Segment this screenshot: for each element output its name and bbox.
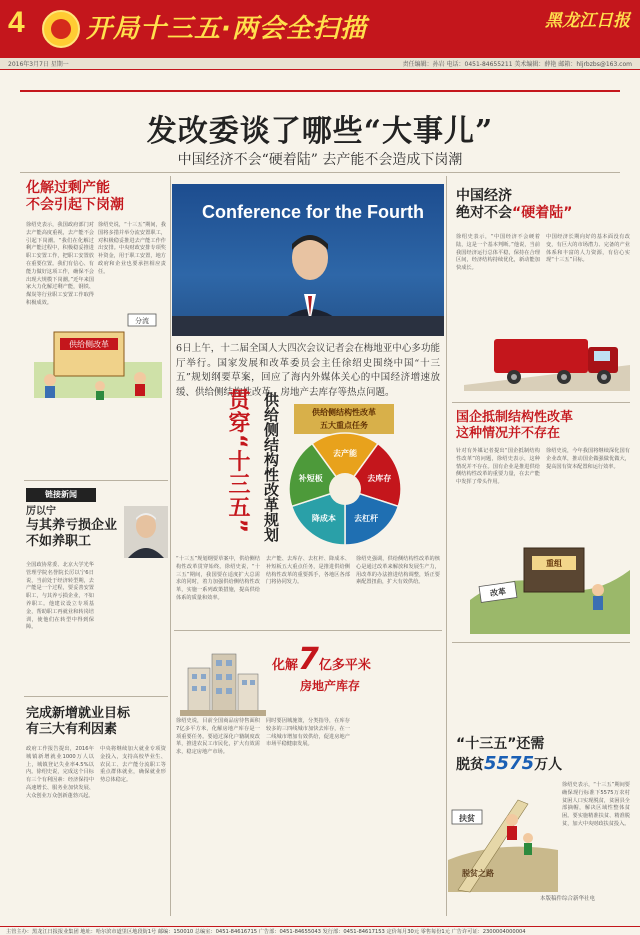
hard-landing-title: 中国经济 绝对不会“硬着陆”	[456, 188, 573, 222]
wheel-task-label: 去产能	[333, 449, 357, 458]
rule-enterprises	[452, 402, 630, 403]
poverty-body: 徐绍史表示，“十三五”期间要确保现行标准下5575万农村贫困人口实现脱贫，贫困县全部摘帽，解决区域性整体贫困。要实施精准扶贫、精准脱贫，加大中央财政扶贫投入。	[562, 782, 630, 827]
reform-illustration-label: 供给侧改革	[69, 340, 109, 349]
rule-link	[24, 480, 168, 481]
enterprises-body-a: 针对有外媒记者提出“国企抵制结构性改革”的问题，徐绍史表示，这种情况并不存在。国有企业是推进供给侧结构性改革的重要力量，在去产能中发挥了带头作用。	[456, 448, 540, 486]
jobs-title: 完成新增就业目标 有三大有利因素	[26, 706, 131, 737]
truck-illustration	[464, 325, 630, 391]
link-news-badge: 链接新闻	[26, 488, 96, 502]
housing-body-c	[356, 718, 440, 894]
top-rule	[20, 90, 620, 92]
wheel-task-label: 去库存	[367, 473, 392, 483]
housing-body-b: 同时要因城施策，分类指导，在库存较多的三四线城市加快去库存，在一二线城市增加有效供给，促进房地产市场平稳健康发展。	[266, 718, 350, 748]
reform-hill-illustration	[470, 530, 630, 634]
emblem-icon	[42, 10, 80, 48]
hill-label-restructure: 重组	[546, 559, 562, 568]
rule-housing	[174, 630, 442, 631]
housing-illustration	[180, 640, 266, 716]
column-divider-left	[170, 176, 171, 916]
jobs-body-b: 中央将继续加大就业专项资金投入，支持高校毕业生、农民工、去产能分流职工等重点群体就业，确保就业形势总体稳定。	[100, 746, 166, 784]
lede-paragraph: 6日上午，十二届全国人大四次会议记者会在梅地亚中心多功能厅举行。国家发展和改革委员会主任徐绍史围绕中国“十三五”规划纲要草案，回应了海内外媒体关心的中国经济增速放缓、供给侧结构性改革、房地产去库存等热点问题。	[176, 343, 440, 398]
housing-body-a: 徐绍史说，目前全国商品房待售面积7亿多平方米，化解房地产库存是一项重要任务。要通过深化户籍制度改革，推进农民工市民化，扩大有效需求，稳定房地产市场。	[176, 718, 260, 756]
link-body-cont	[98, 562, 166, 674]
wheel-task-label: 降成本	[311, 514, 336, 524]
five-tasks-wheel	[286, 430, 404, 548]
press-conference-photo	[172, 184, 444, 336]
housing-title: 化解7亿多平米 房地产库存	[272, 642, 371, 693]
rule-jobs	[24, 696, 168, 697]
main-subheadline: 中国经济不会“硬着陆” 去产能不会造成下岗潮	[177, 152, 463, 168]
jobs-body-a: 政府工作报告提出，2016年城镇新增就业1000万人以上，城镇登记失业率4.5%以内。徐绍史说，完成这个目标有三个有利因素：经济保持中高速增长、服务业加快发展、大众创业万众创新蓬勃兴起。	[26, 746, 94, 799]
wheel-task-label: 去杠杆	[354, 514, 379, 524]
hard-landing-body-a: 徐绍史表示，“中国经济不会硬着陆，这是一个基本判断。”他说，当前我国经济运行总体平稳，保持在合理区间，经济结构持续优化，新动能加快成长。	[456, 234, 540, 272]
poverty-title: “十三五”还需 脱贫5575万人	[456, 736, 563, 775]
supply-big-title: 贯穿“十三五”	[225, 388, 250, 534]
supply-small-title: 供给侧结构性改革规划	[262, 392, 280, 542]
link-body: 全国政协常委、北京大学光华管理学院名誉院长厉以宁6日说，当前处于经济转型期，去产能是一个过程，要妥善安置职工，与其养亏损企业，不如养职工。他建议设立专项基金，帮助职工再就业和转岗培训，使他们在转型中得到保障。	[26, 562, 94, 631]
enterprises-body-b: 徐绍史说，今年我国将继续深化国有企业改革，推动国企做强做优做大，提高国有资本配置和运行效率。	[546, 448, 630, 470]
portrait-photo	[124, 506, 168, 558]
headline-rule	[20, 172, 620, 173]
main-headline: 发改委谈了哪些“大事儿”	[146, 114, 494, 149]
wheel-banner: 供给侧结构性改革 五大重点任务	[294, 404, 394, 434]
supply-body-a: “十三五”规划纲要草案中，供给侧结构性改革贯穿始终。徐绍史说，“十三五”期间，我国要在适度扩大总需求的同时，着力加强供给侧结构性改革，实施一系列政策措施，提高供给体系的质量和效率。	[176, 556, 260, 601]
enterprises-title: 国企抵制结构性改革 这种情况并不存在	[456, 410, 574, 441]
reform-illustration	[30, 302, 166, 402]
poverty-illustration	[448, 780, 558, 892]
date-line: 2016年3月7日 星期一	[8, 61, 69, 68]
column-divider-right	[446, 176, 447, 916]
overcapacity-title: 化解过剩产能 不会引起下岗潮	[26, 180, 124, 214]
credit-line: 本版稿件综合新华社电	[540, 896, 596, 902]
overcapacity-body-b: 徐绍史说，“十三五”期间，我国将多措并举分流安置职工，对积极稳妥推进去产能工作作出安排。中央财政安排专项奖补资金，用于职工安置，地方政府和企业也要承担相应责任。	[98, 222, 166, 275]
desk	[172, 316, 444, 336]
hill-label-reform: 改革	[489, 586, 507, 599]
supply-body-b: 去产能、去库存、去杠杆、降成本、补短板五大重点任务，是推进供给侧结构性改革的重要抓手，各地区各部门将协同发力。	[266, 556, 350, 586]
wheel-task-label: 补短板	[298, 473, 323, 483]
poverty-sign-label: 扶贫	[459, 814, 475, 823]
reform-sign-label: 分流	[135, 317, 149, 325]
poverty-road-label: 脱贫之路	[462, 869, 494, 878]
page-number: 4	[8, 6, 25, 39]
banner-title: 开局十三五·两会全扫描	[86, 14, 367, 44]
supply-body-c: 徐绍史强调，供给侧结构性改革的核心是通过改革来解放和发展生产力，用改革的办法推进结构调整，矫正要素配置扭曲，扩大有效供给。	[356, 556, 440, 586]
overcapacity-body-a: 徐绍史表示，我国政府部门对去产能高度重视，去产能不会引起下岗潮。“我们在化解过剩产能过程中，积极稳妥推进职工安置工作，把职工安置放在重要位置。我们有信心、有能力做好这项工作，确保不会出现大规模下岗潮。”近年来国家大力化解过剩产能，钢铁、煤炭等行业职工安置工作取得积极成效。	[26, 222, 94, 306]
footer-info: 主管主办：黑龙江日报报业集团 地址：哈尔滨市道里区地段街1号 邮编：150010 总编室：0451-84616715 广告部：0451-84655043 发行部：0451-84617153 定价每月30元 零售每份1元 广告许可证：2300004000004	[0, 926, 640, 934]
photo-slogan: Conference for the Fourth	[202, 202, 425, 222]
link-title: 厉以宁 与其养亏损企业 不如养职工	[26, 506, 118, 550]
rule-poverty-top	[452, 642, 630, 643]
hard-landing-body-b: 中国经济长期向好的基本面没有改变，有巨大的市场潜力、完备的产业体系和丰富的人力资源，有信心实现“十三五”目标。	[546, 234, 630, 264]
editor-line: 责任编辑：孙岩 电话：0451-84655211 美术编辑：薛艳 邮箱：hljrbzbs@163.com	[402, 61, 632, 68]
paper-name: 黑龙江日报	[545, 11, 630, 31]
